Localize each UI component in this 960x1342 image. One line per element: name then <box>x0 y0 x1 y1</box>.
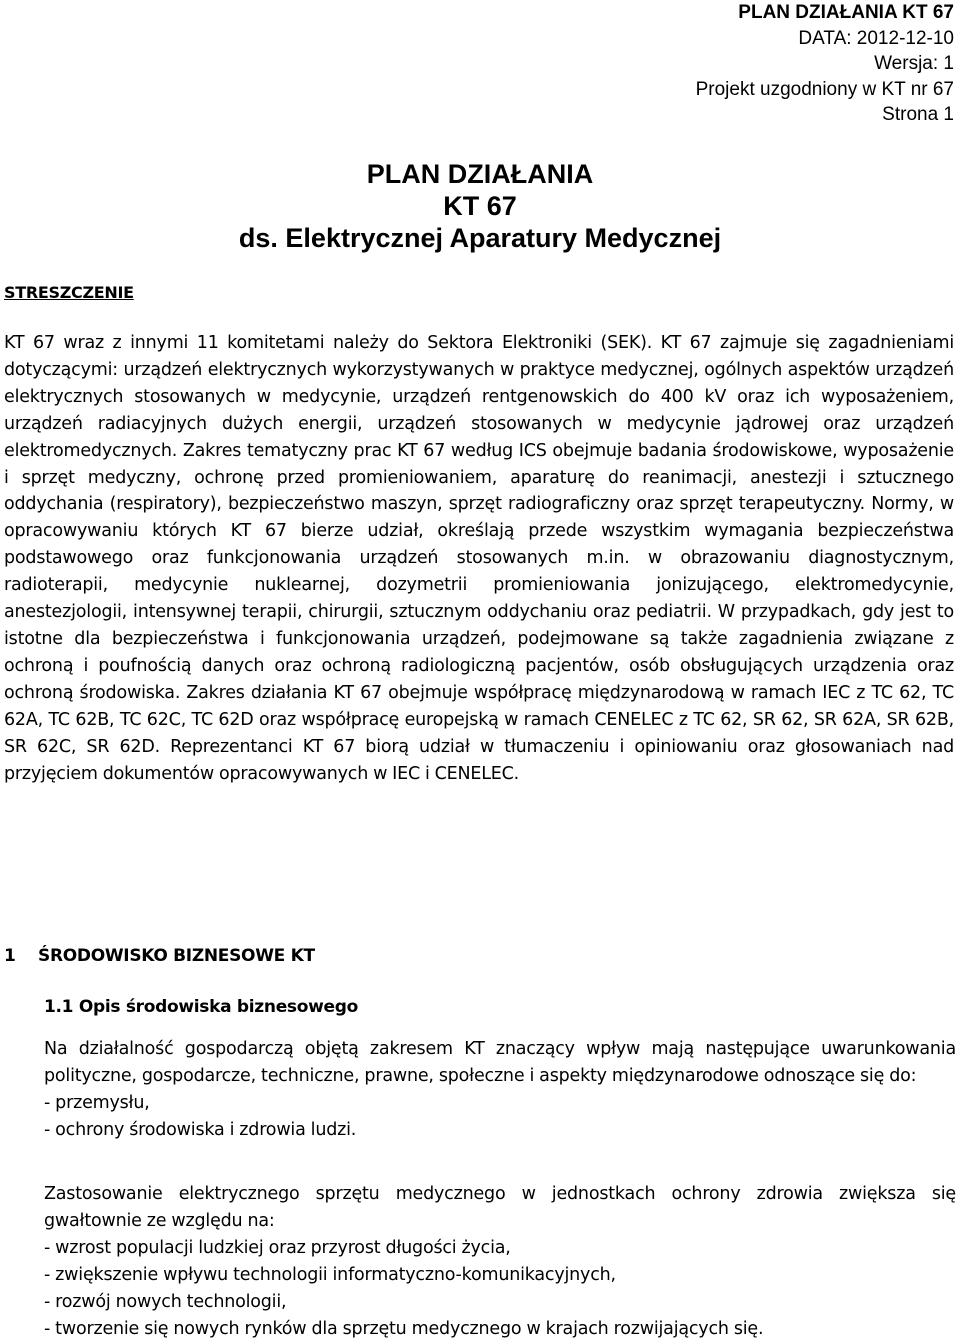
section-heading <box>4 946 315 966</box>
paragraph-text: Na działalność gospodarczą objętą zakresem KT znaczący wpływ mają następujące uwarunkowania polityczne, gospodarcze, techniczne, prawne, społeczne i aspekty międzynarodowe odnoszące się do: <box>44 1039 956 1086</box>
paragraph-text: Zastosowanie elektrycznego sprzętu medycznego w jednostkach ochrony zdrowia zwiększa się gwałtownie ze względu na: <box>44 1184 956 1231</box>
header-date: DATA: 2012-12-10 <box>798 27 954 49</box>
medical-equipment-paragraph <box>44 1181 956 1342</box>
document-title-line1: PLAN DZIAŁANIA <box>366 159 594 189</box>
page-header <box>696 0 954 128</box>
header-version: Wersja: 1 <box>874 53 954 75</box>
document-title-line3: ds. Elektrycznej Aparatury Medycznej <box>238 223 722 253</box>
header-title: PLAN DZIAŁANIA KT 67 <box>738 2 954 23</box>
list-item: - przemysłu, <box>44 1092 150 1113</box>
section-number: 1 <box>4 946 16 966</box>
header-project: Projekt uzgodniony w KT nr 67 <box>695 78 954 100</box>
list-item: - rozwój nowych technologii, <box>44 1291 287 1312</box>
document-title <box>0 158 960 254</box>
list-item: - zwiększenie wpływu technologii informatyczno-komunikacyjnych, <box>44 1264 616 1285</box>
subsection-heading: 1.1 Opis środowiska biznesowego <box>44 997 358 1017</box>
list-item: - tworzenie się nowych rynków dla sprzętu medycznego w krajach rozwijających się. <box>44 1318 764 1339</box>
document-title-line2: KT 67 <box>443 191 517 221</box>
business-environment-paragraph <box>44 1036 956 1144</box>
section-title: ŚRODOWISKO BIZNESOWE KT <box>38 946 315 966</box>
summary-paragraph: KT 67 wraz z innymi 11 komitetami należy do Sektora Elektroniki (SEK). KT 67 zajmuje się zagadnieniami dotyczącymi: urządzeń elektrycznych wykorzystywanych w praktyce medycznej, ogólnych aspektów urządzeń elektrycznych stosowanych w medycynie, urządzeń rentgenowskich do 400 kV oraz ich wyposażeniem, urządzeń radiacyjnych dużych energii, urządzeń stosowanych w medycynie jądrowej oraz urządzeń elektromedycznych. Zakres tematyczny prac KT 67 według ICS obejmuje badania środowiskowe, wyposażenie i sprzęt medyczny, ochronę przed promieniowaniem, aparaturę do reanimacji, anestezji i sztucznego oddychania (respiratory), bezpieczeństwo maszyn, sprzęt radiograficzny oraz sprzęt terapeutyczny. Normy, w opracowywaniu których KT 67 bierze udział, określają przede wszystkim wymagania bezpieczeństwa podstawowego oraz funkcjonowania urządzeń stosowanych m.in. w obrazowaniu diagnostycznym, radioterapii, medycynie nuklearnej, dozymetrii promieniowania jonizującego, elektromedycynie, anestezjologii, intensywnej terapii, chirurgii, sztucznym oddychaniu oraz pediatrii. W przypadkach, gdy jest to istotne dla bezpieczeństwa i funkcjonowania urządzeń, podejmowane są także zagadnienia związane z ochroną i poufnością danych oraz ochroną radiologiczną pacjentów, osób obsługujących urządzenia oraz ochroną środowiska. Zakres działania KT 67 obejmuje współpracę międzynarodową w ramach IEC z TC 62, TC 62A, TC 62B, TC 62C, TC 62D oraz współpracę europejską w ramach CENELEC z TC 62, SR 62, SR 62A, SR 62B, SR 62C, SR 62D. Reprezentanci KT 67 biorą udział w tłumaczeniu i opiniowaniu oraz głosowaniach nad przyjęciem dokumentów opracowywanych w IEC i CENELEC. <box>4 333 954 784</box>
list-item: - wzrost populacji ludzkiej oraz przyrost długości życia, <box>44 1237 511 1258</box>
summary-heading: STRESZCZENIE <box>4 283 134 302</box>
header-page-number: Strona 1 <box>882 104 954 126</box>
list-item: - ochrony środowiska i zdrowia ludzi. <box>44 1119 357 1140</box>
